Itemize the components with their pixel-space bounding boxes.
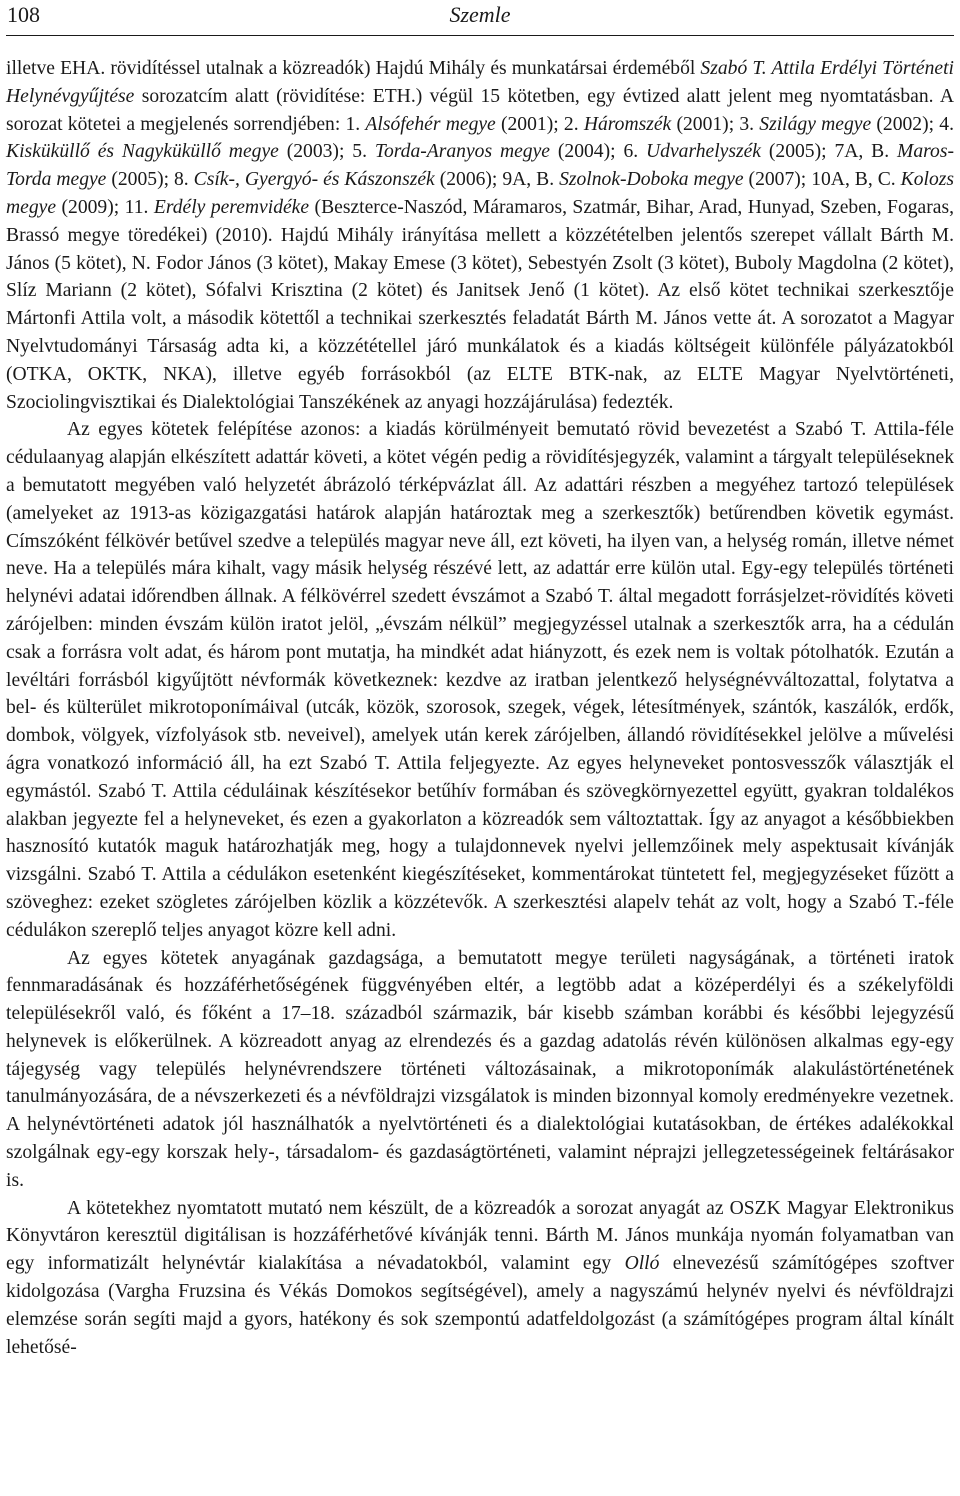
paragraph-text: (2006); 9A, B. (434, 169, 560, 191)
page-number: 108 (7, 2, 40, 27)
paragraph-text: (2005); 8. (106, 169, 194, 191)
paragraph-text: (Beszterce-Naszód, Máramaros, Szatmár, Bihar, Arad, Hunyad, Szeben, Fogaras, Brassó megye töredékei) (2010). Hajdú Mihály irányítása mellett a közzétételben jelentős szerepet vállalt Bárth M. János (5 kötet), N. Fodor János (3 kötet), Makay Emese (3 kötet), Sebestyén Zsolt (3 kötet), Buboly Magdolna (2 kötet), Slíz Mariann (2 kötet), Sófalvi Krisztina (2 kötet) és Janitsek Jenő (1 kötet). Az első kötet technikai szerkesztője Mártonfi Attila volt, a második kötettől a technikai szerkesztés feladatát Bárth M. János vette át. A sorozatot a Magyar Nyelvtudományi Társaság adta ki, a közzététellel járó munkálatok és a kiadás költségeit különféle pályázatokból (OTKA, OKTK, NKA), illetve egyéb forrásokból (az ELTE BTK-nak, az ELTE Magyar Nyelvtörténeti, Szociolingvisztikai és Dialektológiai Tanszékének az anyagi hozzájárulása) fedezték. (6, 196, 954, 413)
paragraph (6, 1195, 954, 1362)
italic-title-text: Torda-Aranyos megye (374, 141, 550, 163)
paragraph-text: (2005); 7A, B. (761, 141, 898, 163)
paragraph-text: Az egyes kötetek felépítése azonos: a kiadás körülményeit bemutató rövid bevezetést a Szabó T. Attila-féle cédulaanyag alapján elkészített adattár követi, a kötet végén pedig a rövidítésjegyzék, valamint a tárgyalt településeknek a bemutatott megyében való helyzetét ábrázoló térképvázlat áll. Az adattári részben a megyéhez tartozó települések (amelyeket az 1913-as közigazgatási határok alapján határoztak meg a szerkesztők) betűrendben követik egymást. Címszóként félkövér betűvel szedve a település magyar neve áll, ezt követi, ha ilyen van, a helység román, illetve német neve. Ha a település mára kihalt, vagy másik helység részévé lett, az adattár erre külön utal. Egy-egy település történeti helynévi adatai időrendben állnak. A félkövérrel szedett évszámot a Szabó T. által megadott forrásjelzet-rövidítés követi zárójelben: minden évszám külön iratot jelöl, „évszám nélkül” megjegyzéssel utalnak a szerkesztők arra, ha a cédulán csak a forrásra volt adat, és három pont mutatja, ha mindkét adat hiányzott, és ezek nem is voltak pótolhatók. Ezután a levéltári forrásból kigyűjtött névformák következnek: kezdve az iratban jelentkező helységnévváltozattal, folytatva a bel- és külterület mikrotoponímáival (utcák, közök, szorosok, szegek, végek, létesítmények, szántók, kaszálók, erdők, dombok, völgyek, vízfolyások stb. neveivel), amelyek után kerek zárójelben, állandó rövidítésekkel jelölve a művelési ágra vonatkozó információ áll, ha ezt Szabó T. Attila feljegyezte. Az egyes helyneveket pontosvesszők választják el egymástól. Szabó T. Attila céduláinak készítésekor betűhív formában és szövegkörnyezettel együtt, gyakran toldalékos alakban jegyezte fel a helyneveket, és ezen a gyakorlaton a közreadók sem változtattak. Így az anyagot a későbbiekben hasznosító kutatók maguk határozhatják meg, hogy a tulajdonnevek nyelvi jellemzőinek mely aspektusait kívánják vizsgálni. Szabó T. Attila a cédulákon esetenként kiegészítéseket, kommentárokat tüntetett fel, megjegyzéseket fűzött a szöveghez: ezeket szögletes zárójelben közlik a közzétevők. A szerkesztési alapelv tehát az volt, hogy a Szabó T.-féle cédulákon szereplő teljes anyagot közre kell adni. (6, 419, 954, 941)
paragraph (6, 55, 954, 416)
paragraph-text: sorozatcím alatt (rövidítése: ETH.) végül 15 kötetben, egy évtized alatt jelent meg nyomtatásban. A sorozat kötetei a megjelenés sorrendjében: 1. (6, 85, 954, 135)
italic-title-text: Kolozs megye (6, 169, 955, 218)
running-title: Szemle (449, 2, 511, 27)
italic-title-text: Kisküküllő és Nagyküküllő megye (6, 141, 279, 163)
paragraph-text: (2001); 3. (671, 113, 760, 135)
body-text (6, 55, 954, 1361)
italic-title-text: Udvarhelyszék (646, 141, 762, 163)
paragraph-text: (2004); 6. (550, 141, 647, 163)
page-header (0, 0, 960, 36)
paragraph-text: (2007); 10A, B, C. (743, 169, 901, 191)
italic-title-text: Olló (624, 1253, 660, 1275)
paragraph (6, 945, 954, 1195)
paragraph (6, 416, 954, 944)
italic-title-text: Háromszék (583, 113, 672, 135)
paragraph-text: A kötetekhez nyomtatott mutató nem készült, de a közreadók a sorozat anyagát az OSZK Magyar Elektronikus Könyvtáron keresztül digitálisan is hozzáférhetővé kívánják tenni. Bárth M. János munkája nyomán folyamatban van egy informatizált helynévtár kialakítása a névadatokból, valamint egy (6, 1197, 954, 1275)
paragraph-text: Az egyes kötetek anyagának gazdagsága, a bemutatott megye területi nagyságának, a történeti iratok fennmaradásának és hozzáférhetőségének függvényében eltér, a legtöbb adat a középerdélyi és a székelyföldi településekről való, és főként a 17–18. századból származik, bár kisebb számban korábbi és későbbi lejegyzésű helynevek is előkerülnek. A közreadott anyag az elrendezés és a gazdag adatolás révén különösen alkalmas egy-egy tájegység vagy település helynévrendszere történeti változásainak, a mikrotoponímák alakulástörténetének tanulmányozására, de a névszerkezeti és a névföldrajzi vizsgálatok is minden bizonnyal komoly eredményekre vezetnek. A helynévtörténeti adatok jól használhatók a nyelvtörténeti és a dialektológiai kutatásokban, de értékes adalékokkal szolgálnak egy-egy korszak hely-, társadalom- és gazdaságtörténeti, valamint néprajzi jellegzetességeinek feltárásakor is. (6, 947, 954, 1191)
italic-title-text: Alsófehér megye (365, 113, 496, 135)
paragraph-text: (2009); 11. (56, 196, 154, 218)
paragraph-text: (2002); 4. (871, 113, 954, 135)
paragraph-text: (2003); 5. (278, 141, 375, 163)
paragraph-text: (2001); 2. (495, 113, 584, 135)
italic-title-text: Maros-Torda megye (6, 141, 954, 191)
paragraph-text: illetve EHA. rövidítéssel utalnak a közreadók) Hajdú Mihály és munkatársai érdeméből (6, 58, 701, 79)
italic-title-text: Erdély peremvidéke (153, 196, 310, 218)
italic-title-text: Szabó T. Attila Erdélyi Történeti Helynévgyűjtése (6, 58, 954, 107)
header-rule (6, 35, 954, 36)
italic-title-text: Szolnok-Doboka megye (559, 169, 744, 191)
italic-title-text: Csík-, Gyergyó- és Kászonszék (193, 169, 435, 191)
paragraph-text: elnevezésű számítógépes szoftver kidolgozása (Vargha Fruzsina és Vékás Domokos segítségével), amely a nagyszámú helynév nyelvi és névföldrajzi elemzése során segíti majd a gyors, hatékony és sok szempontú adatfeldolgozást (a számítógépes program által kínált lehetősé- (6, 1253, 954, 1358)
italic-title-text: Szilágy megye (759, 113, 872, 135)
